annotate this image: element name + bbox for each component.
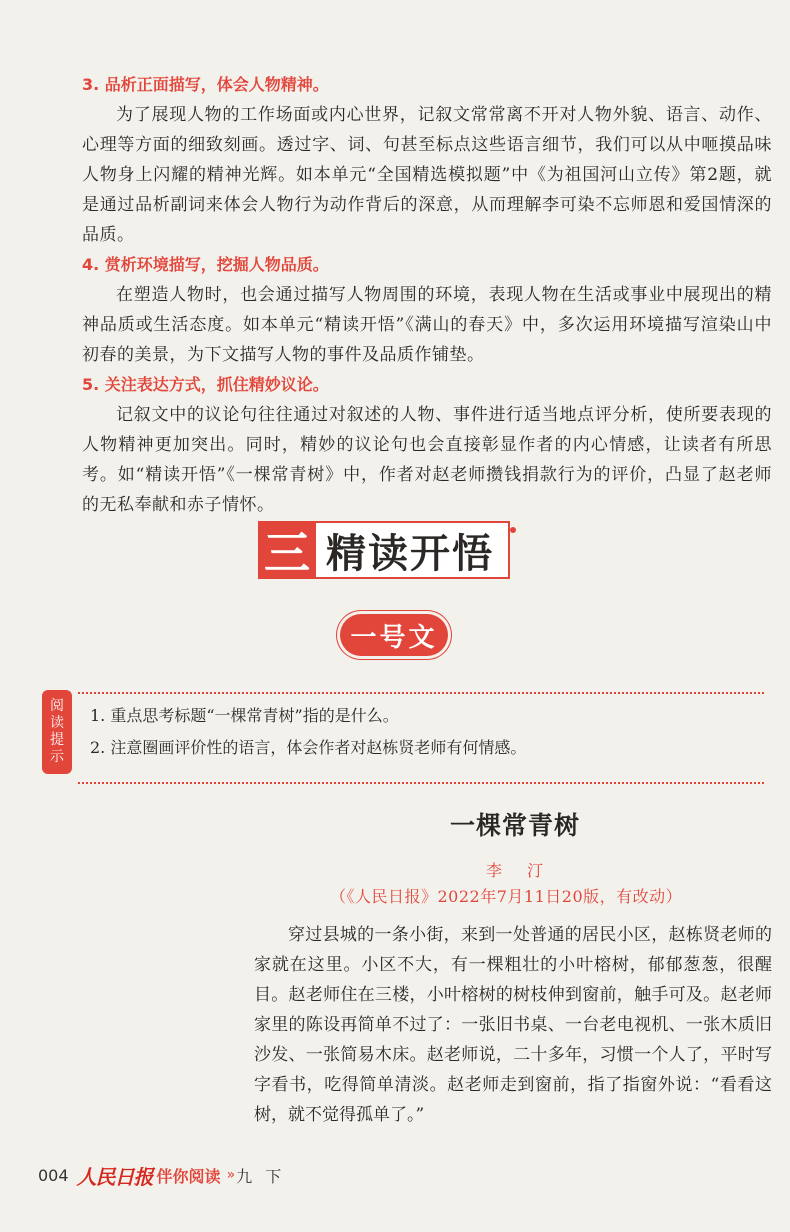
tips-divider-bottom [78, 782, 764, 784]
tips-list-item: 1. 重点思考标题“一棵常青树”指的是什么。 [90, 706, 399, 725]
article-badge: 一号文 [340, 614, 448, 656]
tips-list [90, 700, 526, 764]
tips-list-item: 2. 注意圈画评价性的语言，体会作者对赵栋贤老师有何情感。 [90, 738, 527, 757]
reading-tips-box [42, 690, 764, 788]
method-heading-4: 4. 赏析环境描写，挖掘人物品质。 [82, 255, 329, 274]
page-number: 004 [38, 1165, 69, 1185]
chevron-right-icon: » [226, 1167, 233, 1183]
section-title-text: 精读开悟 [316, 521, 510, 579]
section-number: 三 [258, 521, 316, 579]
method-body-5: 记叙文中的议论句往往通过对叙述的人物、事件进行适当地点评分析，使所要表现的人物精神更加突出。同时，精妙的议论句也会直接彰显作者的内心情感，让读者有所思考。如“精读开悟”《一棵常青树》中，作者对赵老师攒钱捐款行为的评价，凸显了赵老师的无私奉献和赤子情怀。 [82, 405, 772, 515]
tips-tab-char: 读 [50, 715, 64, 731]
tips-tab-char: 提 [50, 732, 64, 748]
method-body-3: 为了展现人物的工作场面或内心世界，记叙文常常离不开对人物外貌、语言、动作、心理等方面的细致刻画。透过字、词、句甚至标点这些语言细节，我们可以从中咂摸品味人物身上闪耀的精神光辉。如本单元“全国精选模拟题”中《为祖国河山立传》第2题，就是通过品析副词来体会人物行为动作背后的深意，从而理解李可染不忘师恩和爱国情深的品质。 [82, 105, 772, 245]
article-author: 李 汀 [486, 861, 554, 880]
title-dot-icon [510, 527, 516, 533]
tips-tab-char: 示 [50, 749, 64, 765]
method-heading-5: 5. 关注表达方式，抓住精妙议论。 [82, 375, 329, 394]
tips-divider-top [78, 692, 764, 694]
article-source: （《人民日报》2022年7月11日20版，有改动） [330, 887, 683, 906]
article-title: 一棵常青树 [450, 811, 581, 840]
tips-tab-char: 阅 [50, 698, 64, 714]
series-name: 伴你阅读 [156, 1166, 221, 1186]
article-body: 穿过县城的一条小街，来到一处普通的居民小区，赵栋贤老师的家就在这里。小区不大，有一棵粗壮的小叶榕树，郁郁葱葱，很醒目。赵老师住在三楼，小叶榕树的树枝伸到窗前，触手可及。赵老师家里的陈设再简单不过了：一张旧书桌、一台老电视机、一张木质旧沙发、一张简易木床。赵老师说，二十多年，习惯一个人了，平时写字看书，吃得简单清淡。赵老师走到窗前，指了指窗外说：“看看这树，就不觉得孤单了。” [254, 925, 772, 1125]
newspaper-logo: 人民日报 [76, 1164, 153, 1189]
reading-tips-tab [42, 690, 72, 774]
methods-section [82, 70, 772, 520]
section-title [258, 521, 510, 579]
grade-label: 九 下 [236, 1166, 286, 1186]
method-heading-3: 3. 品析正面描写，体会人物精神。 [82, 75, 329, 94]
method-body-4: 在塑造人物时，也会通过描写人物周围的环境，表现人物在生活或事业中展现出的精神品质或生活态度。如本单元“精读开悟”《满山的春天》中，多次运用环境描写渲染山中初春的美景，为下文描写人物的事件及品质作铺垫。 [82, 285, 772, 365]
page-footer [38, 1162, 285, 1188]
